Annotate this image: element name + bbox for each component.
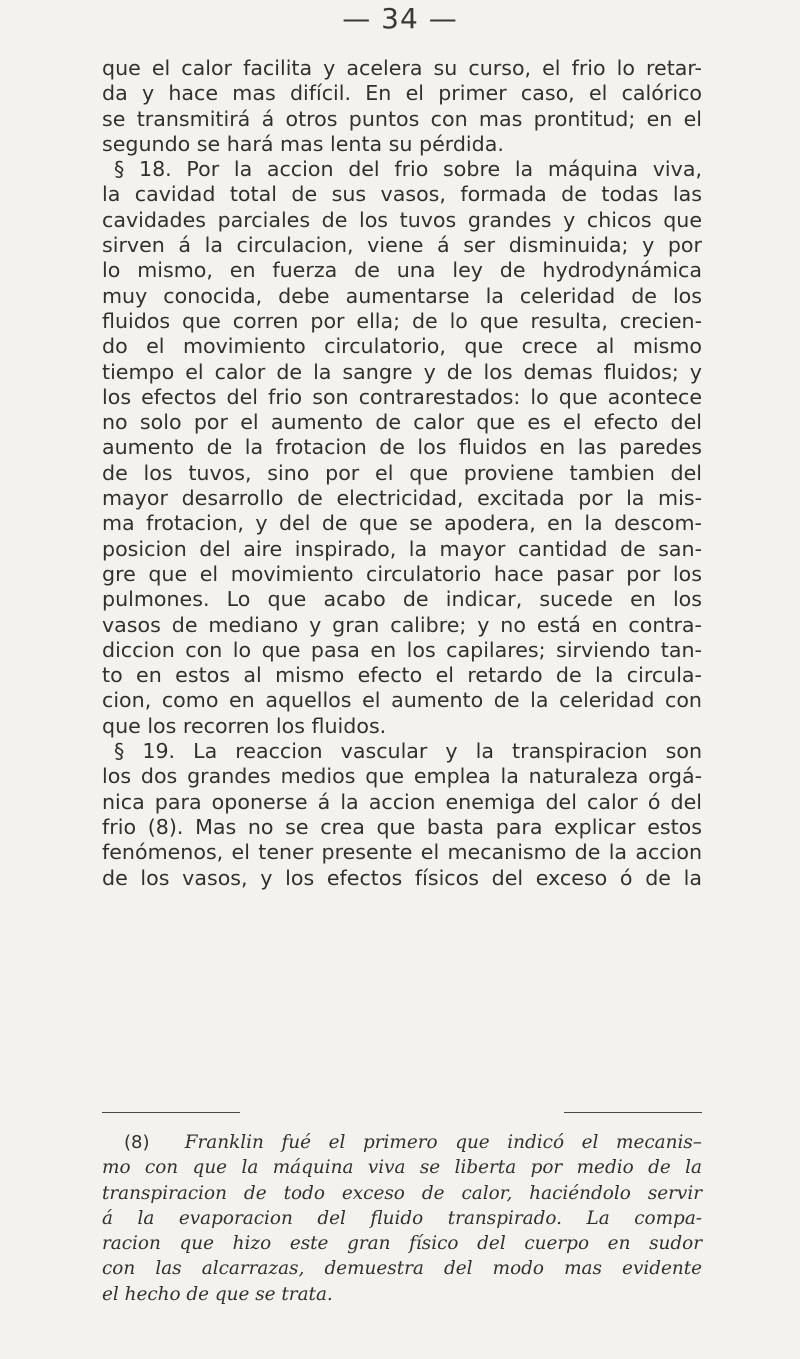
text-line: los dos grandes medios que emplea la naturaleza orgá- bbox=[102, 764, 702, 789]
text-line: muy conocida, debe aumentarse la celeridad de los bbox=[102, 283, 702, 308]
text-line: ma frotacion, y del de que se apodera, en la descom- bbox=[102, 511, 702, 536]
text-line: de los tuvos, sino por el que proviene tambien del bbox=[102, 460, 702, 485]
main-text bbox=[102, 56, 702, 891]
text-line: los efectos del frio son contrarestados: lo que acontece bbox=[102, 384, 702, 409]
text-line: cavidades parciales de los tuvos grandes y chicos que bbox=[102, 207, 702, 232]
text-line: pulmones. Lo que acabo de indicar, sucede en los bbox=[102, 587, 702, 612]
text-line: se transmitirá á otros puntos con mas prontitud; en el bbox=[102, 106, 702, 131]
text-line: da y hace mas difícil. En el primer caso, el calórico bbox=[102, 81, 702, 106]
footnote-line: racion que hizo este gran físico del cuerpo en sudor bbox=[102, 1233, 702, 1255]
text-line: tiempo el calor de la sangre y de los demas fluidos; y bbox=[102, 359, 702, 384]
text-line: sirven á la circulacion, viene á ser disminuida; y por bbox=[102, 233, 702, 258]
text-line: § 18. Por la accion del frio sobre la máquina viva, bbox=[114, 157, 702, 182]
text-line: lo mismo, en fuerza de una ley de hydrodynámica bbox=[102, 258, 702, 283]
text-line: mayor desarrollo de electricidad, excitada por la mis- bbox=[102, 486, 702, 511]
text-line: posicion del aire inspirado, la mayor cantidad de san- bbox=[102, 536, 702, 561]
footnote-line: con las alcarrazas, demuestra del modo mas evidente bbox=[102, 1258, 702, 1280]
footnote-marker: (8) bbox=[124, 1132, 150, 1153]
text-line: fenómenos, el tener presente el mecanismo de la accion bbox=[102, 840, 702, 865]
footnote-separator bbox=[102, 1112, 702, 1116]
text-line: nica para oponerse á la accion enemiga del calor ó del bbox=[102, 789, 702, 814]
text-line: gre que el movimiento circulatorio hace pasar por los bbox=[102, 561, 702, 586]
footnote-line: transpiracion de todo exceso de calor, haciéndolo servir bbox=[102, 1182, 702, 1204]
footnote-text: Franklin fué el primero que indicó el mecanis– bbox=[184, 1132, 702, 1153]
text-line: § 19. La reaccion vascular y la transpiracion son bbox=[114, 739, 702, 764]
text-line: la cavidad total de sus vasos, formada de todas las bbox=[102, 182, 702, 207]
text-line: fluidos que corren por ella; de lo que resulta, crecien- bbox=[102, 308, 702, 333]
text-line: vasos de mediano y gran calibre; y no está en contra- bbox=[102, 612, 702, 637]
footnote bbox=[102, 1130, 702, 1307]
text-line: que los recorren los fluidos. bbox=[102, 713, 387, 738]
text-line: diccion con lo que pasa en los capilares; sirviendo tan- bbox=[102, 637, 702, 662]
separator-rule-right bbox=[564, 1112, 702, 1113]
text-line: to en estos al mismo efecto el retardo de la circula- bbox=[102, 663, 702, 688]
footnote-line bbox=[102, 1130, 702, 1155]
text-line: do el movimiento circulatorio, que crece al mismo bbox=[102, 334, 702, 359]
text-line: aumento de la frotacion de los fluidos en las paredes bbox=[102, 435, 702, 460]
text-line: no solo por el aumento de calor que es el efecto del bbox=[102, 410, 702, 435]
footnote-line: el hecho de que se trata. bbox=[102, 1283, 333, 1305]
page-number: — 34 — bbox=[342, 2, 458, 35]
footnote-line: á la evaporacion del fluido transpirado. La compa- bbox=[102, 1207, 702, 1229]
text-line: frio (8). Mas no se crea que basta para explicar estos bbox=[102, 814, 702, 839]
text-line: de los vasos, y los efectos físicos del exceso ó de la bbox=[102, 865, 702, 890]
text-line: segundo se hará mas lenta su pérdida. bbox=[102, 131, 504, 156]
footnote-line: mo con que la máquina viva se liberta por medio de la bbox=[102, 1157, 702, 1179]
text-line: que el calor facilita y acelera su curso, el frio lo retar- bbox=[102, 56, 702, 80]
separator-rule-left bbox=[102, 1112, 240, 1113]
text-line: cion, como en aquellos el aumento de la celeridad con bbox=[102, 688, 702, 713]
